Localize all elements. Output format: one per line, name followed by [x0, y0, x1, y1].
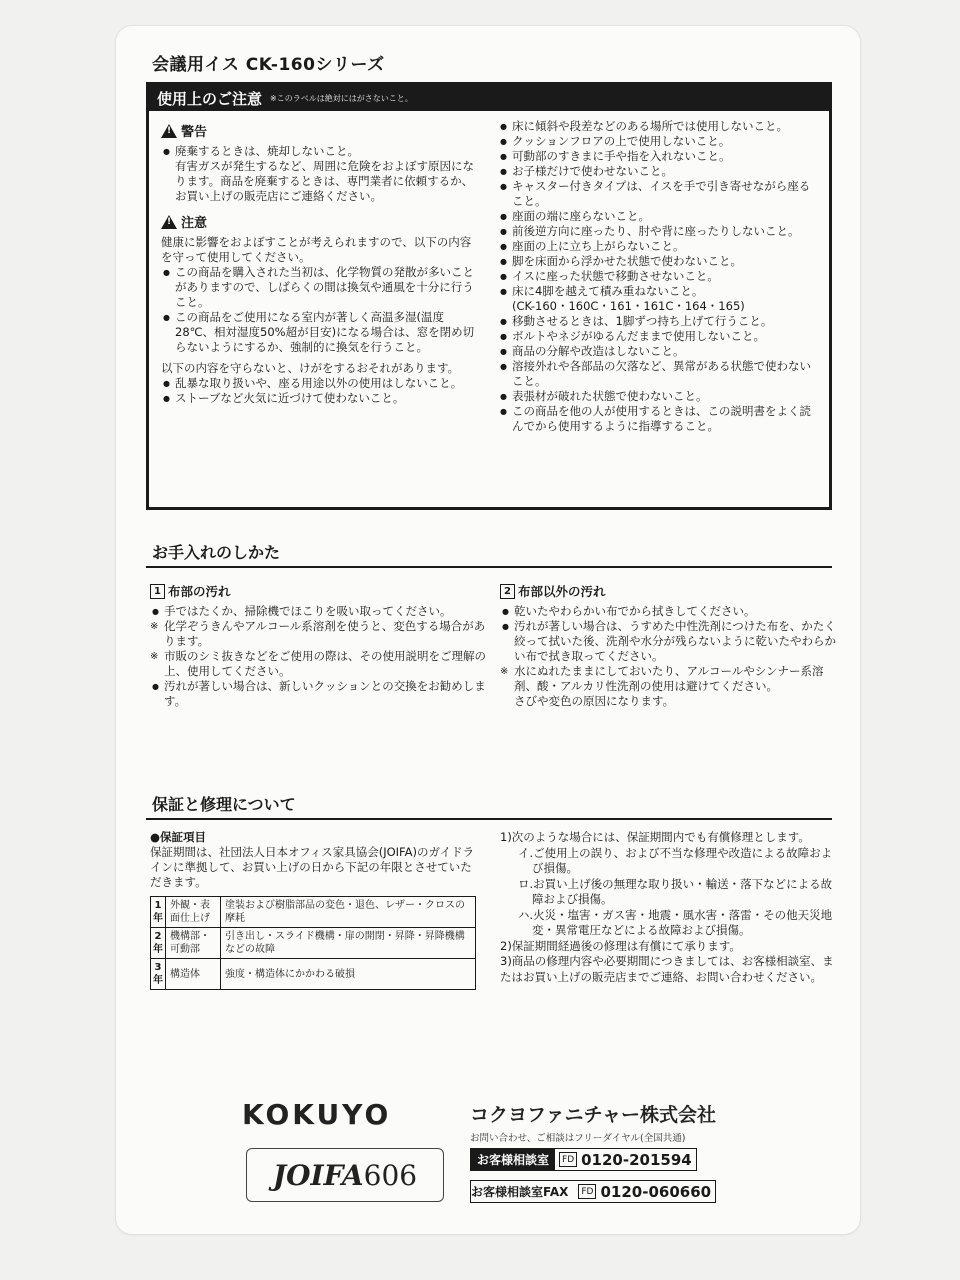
warranty-category: 外観・表面仕上げ [166, 897, 221, 928]
warning-heading: 警告 [181, 125, 208, 140]
warranty-detail: 塗装および樹脂部品の変色・退色、レザー・クロスの摩耗 [221, 897, 476, 928]
warranty-year: 3年 [151, 959, 166, 990]
caution-item: ● 座面の上に立ち上がらないこと。 [498, 239, 819, 254]
fax-label: お客様相談室FAX [471, 1185, 569, 1199]
care-heading: お手入れのしかた [152, 543, 281, 562]
joifa-number: 606 [363, 1158, 418, 1192]
caution-left-column [161, 119, 490, 434]
number-box: 2 [500, 584, 515, 599]
caution-item: ● この商品を他の人が使用するときは、この説明書をよく読んでから使用するように指導すること。 [498, 404, 819, 434]
caution-item: ● ボルトやネジがゆるんだままで使用しないこと。 [498, 329, 819, 344]
notice-item: ● ストーブなど火気に近づけて使わないこと。 [161, 391, 482, 406]
warranty-p1: 1)次のような場合には、保証期間内でも有償修理とします。 [500, 830, 810, 844]
fax-row [470, 1180, 716, 1203]
product-label [116, 26, 860, 1234]
warning-item: ● 廃棄するときは、焼却しないこと。 有害ガスが発生するなど、周囲に危険をおよぼす原因になります。商品を廃棄するときは、専門業者に依頼するか、お買い上げの販売店にご連絡ください。 [161, 144, 482, 204]
caution-item: ● キャスター付きタイプは、イスを手で引き寄せながら座ること。 [498, 179, 819, 209]
caution-item: ● 脚を床面から浮かせた状態で使わないこと。 [498, 254, 819, 269]
warranty-p1-item: ハ.火災・塩害・ガス害・地震・風水害・落雷・その他天災地変・異常電圧などによる故障および損傷。 [518, 907, 833, 937]
caution-item: ● 表張材が破れた状態で使わないこと。 [498, 389, 819, 404]
warning-icon [161, 124, 177, 138]
warranty-detail: 強度・構造体にかかわる破損 [221, 959, 476, 990]
care-item: ※ 化学ぞうきんやアルコール系溶剤を使うと、変色する場合があります。 [150, 619, 490, 649]
caution-box [146, 82, 832, 510]
warranty-table [150, 896, 476, 990]
phone-label: お客様相談室 [471, 1149, 555, 1170]
joifa-text: JOIFA [272, 1158, 364, 1192]
warranty-year: 2年 [151, 928, 166, 959]
label-title: 会議用イス CK-160シリーズ [152, 55, 385, 75]
caution-item: ● クッションフロアの上で使用しないこと。 [498, 134, 819, 149]
notice-item: ● この商品を購入された当初は、化学物質の発散が多いことがありますので、しばらくの間は換気や通風を十分に行うこと。 [161, 265, 482, 310]
warranty-year: 1年 [151, 897, 166, 928]
warranty-sub: ●保証項目 [150, 830, 207, 844]
caution-heading: 使用上のご注意 [157, 89, 263, 108]
warranty-rule [146, 818, 832, 820]
freedial-icon: FD [559, 1152, 577, 1167]
caution-item: ● 移動させるときは、1脚ずつ持ち上げて行うこと。 [498, 314, 819, 329]
caution-item: ● 座面の端に座らないこと。 [498, 209, 819, 224]
caution-item: ● イスに座った状態で移動させないこと。 [498, 269, 819, 284]
caution-item: ● 床に傾斜や段差などのある場所では使用しないこと。 [498, 119, 819, 134]
caution-icon [161, 215, 177, 229]
caution-item: ● 前後逆方向に座ったり、肘や背に座ったりしないこと。 [498, 224, 819, 239]
inquiry-text: お問い合わせ、ご相談はフリーダイヤル(全国共通) [470, 1133, 686, 1144]
notice-intro-2: 以下の内容を守らないと、けがをするおそれがあります。 [161, 361, 460, 375]
care-fabric-heading: 布部の汚れ [168, 584, 231, 599]
caution-item: ● お子様だけで使わせないこと。 [498, 164, 819, 179]
care-rule [146, 566, 832, 568]
warranty-heading: 保証と修理について [152, 795, 296, 814]
caution-item: ● 可動部のすきまに手や指を入れないこと。 [498, 149, 819, 164]
notice-heading: 注意 [181, 216, 208, 231]
care-other-heading: 布部以外の汚れ [518, 584, 606, 599]
joifa-badge [246, 1148, 444, 1202]
notice-item: ● 乱暴な取り扱いや、座る用途以外の使用はしないこと。 [161, 376, 482, 391]
notice-intro: 健康に影響をおよぼすことが考えられますので、以下の内容を守って使用してください。 [161, 235, 472, 264]
caution-note: ※このラベルは絶対にはがさないこと。 [270, 93, 413, 103]
care-item: ● 手ではたくか、掃除機でほこりを吸い取ってください。 [150, 604, 490, 619]
warranty-p2: 2)保証期間経過後の修理は有償にて承ります。 [500, 938, 741, 953]
care-item: ● 汚れが著しい場合は、新しいクッションとの交換をお勧めします。 [150, 679, 490, 709]
kokuyo-logo: KOKUYO [242, 1098, 392, 1131]
warranty-desc: 保証期間は、社団法人日本オフィス家具協会(JOIFA)のガイドラインに準拠して、お買い上げの日から下記の年限とさせていただきます。 [150, 845, 475, 889]
care-item: ● 乾いたやわらかい布でから拭きしてください。 [500, 604, 840, 619]
fax-number: 0120-060660 [600, 1182, 712, 1201]
number-box: 1 [150, 584, 165, 599]
warranty-p3: 3)商品の修理内容や必要期間につきましては、お客様相談室、またはお買い上げの販売店までご連絡、お問い合わせください。 [500, 954, 834, 984]
caution-item: ● 溶接外れや各部品の欠落など、異常がある状態で使わないこと。 [498, 359, 819, 389]
warranty-row [151, 959, 476, 990]
phone-row [470, 1148, 697, 1171]
warranty-category: 機構部・可動部 [166, 928, 221, 959]
warranty-p1-item: ロ.お買い上げ後の無理な取り扱い・輸送・落下などによる故障および損傷。 [518, 876, 833, 906]
caution-right-column [490, 119, 819, 434]
warranty-conditions [500, 830, 836, 985]
warranty-category: 構造体 [166, 959, 221, 990]
warranty-items [150, 830, 480, 990]
care-item: ※ 水にぬれたままにしておいたり、アルコールやシンナー系溶剤、酸・アルカリ性洗剤の使用は避けてください。 さびや変色の原因になります。 [500, 664, 840, 709]
company-name: コクヨファニチャー株式会社 [470, 1104, 717, 1126]
warranty-row [151, 897, 476, 928]
freedial-icon: FD [578, 1184, 596, 1199]
warranty-row [151, 928, 476, 959]
caution-header [149, 85, 829, 111]
phone-number: 0120-201594 [581, 1150, 692, 1169]
warranty-detail: 引き出し・スライド機構・扉の開閉・昇降・昇降機構などの故障 [221, 928, 476, 959]
notice-item: ● この商品をご使用になる室内が著しく高温多湿(温度28℃、相対湿度50%超が目安)になる場合は、窓を閉め切らないようにするか、強制的に換気を行うこと。 [161, 310, 482, 355]
care-other [500, 582, 840, 709]
warranty-p1-item: イ.ご使用上の誤り、および不当な修理や改造による故障および損傷。 [518, 845, 833, 875]
caution-item: ● 商品の分解や改造はしないこと。 [498, 344, 819, 359]
care-fabric [150, 582, 490, 709]
care-item: ● 汚れが著しい場合は、うすめた中性洗剤につけた布を、かたく絞って拭いた後、洗剤や水分が残らないように乾いたやわらかい布で拭き取ってください。 [500, 619, 840, 664]
care-item: ※ 市販のシミ抜きなどをご使用の際は、その使用説明をご理解の上、使用してください。 [150, 649, 490, 679]
caution-item: ● 床に4脚を越えて積み重ねないこと。 (CK-160・160C・161・161C・164・165) [498, 284, 819, 314]
